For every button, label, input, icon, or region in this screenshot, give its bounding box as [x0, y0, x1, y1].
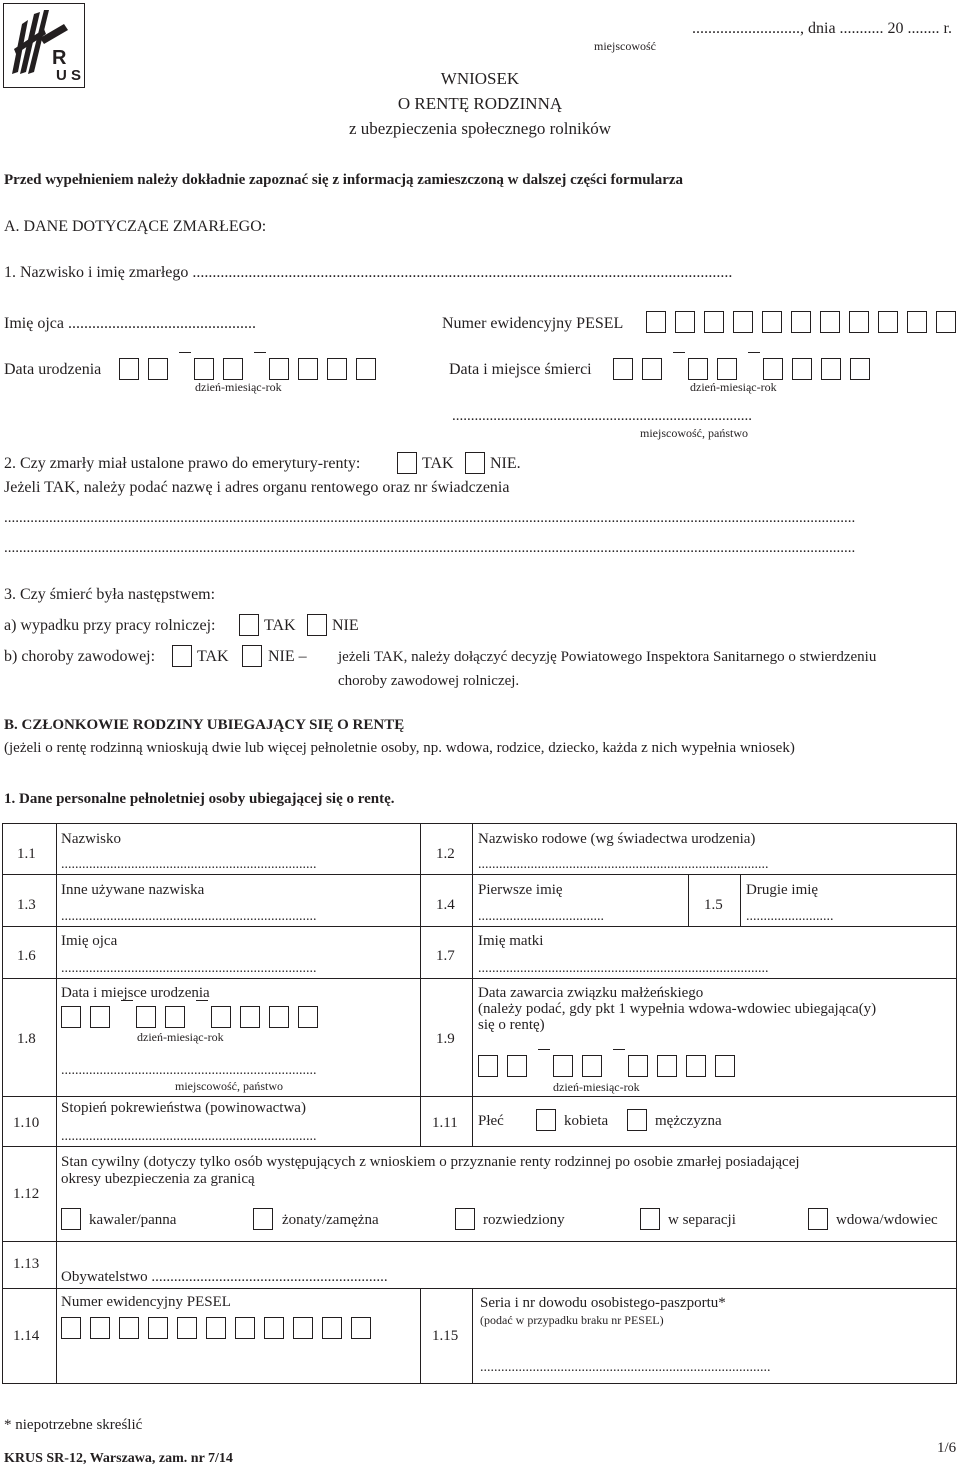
father-name-label: Imię ojca — [61, 933, 118, 949]
digit-box[interactable] — [675, 311, 695, 333]
q3-text: 3. Czy śmierć była następstwem: — [4, 586, 216, 603]
digit-box[interactable] — [688, 358, 708, 380]
q3b-note-1: jeżeli TAK, należy dołączyć decyzję Powiatowego Inspektora Sanitarnego o stwierdzeniu — [338, 649, 877, 665]
q3b-note-2: choroby zawodowej rolniczej. — [338, 673, 520, 689]
q2-nie-checkbox[interactable] — [465, 452, 485, 474]
section-b-heading: B. CZŁONKOWIE RODZINY UBIEGAJĄCY SIĘ O RENTĘ — [4, 717, 405, 733]
digit-box[interactable] — [61, 1317, 81, 1339]
q2-text: 2. Czy zmarły miał ustalone prawo do emerytury-renty: — [4, 455, 361, 472]
q3a-nie-checkbox[interactable] — [307, 614, 327, 636]
q3b-tak-checkbox[interactable] — [172, 645, 192, 667]
num-1-6: 1.6 — [17, 948, 36, 964]
digit-box[interactable] — [269, 1006, 289, 1028]
divorced-checkbox[interactable] — [455, 1208, 475, 1230]
num-1-15: 1.15 — [432, 1328, 459, 1344]
digit-box[interactable] — [194, 358, 214, 380]
digit-box[interactable] — [733, 311, 753, 333]
digit-box[interactable] — [907, 311, 927, 333]
digit-box[interactable] — [582, 1055, 602, 1077]
num-1-1: 1.1 — [17, 846, 36, 862]
maiden-name-label: Nazwisko rodowe (wg świadectwa urodzenia) — [478, 831, 756, 847]
num-1-9: 1.9 — [436, 1031, 455, 1047]
digit-box[interactable] — [327, 358, 347, 380]
mother-name-field[interactable]: ................................................................................... — [478, 961, 769, 976]
death-place-field[interactable]: ................................................................................ — [452, 408, 752, 424]
male-checkbox[interactable] — [627, 1109, 647, 1131]
date-hint: dzień-miesiąc-rok — [690, 380, 777, 394]
q3a-text: a) wypadku przy pracy rolniczej: — [4, 617, 216, 634]
dob-label: Data urodzenia — [4, 361, 102, 378]
place-date-line[interactable]: ..........................., dnia ........... 20 ........ r. — [692, 20, 952, 37]
sex-label: Płeć — [478, 1113, 504, 1129]
first-name-label: Pierwsze imię — [478, 882, 563, 898]
father-name-field[interactable]: ......................................................................... — [61, 961, 317, 976]
q2-tak-checkbox[interactable] — [397, 452, 417, 474]
place-label: miejscowość — [594, 39, 656, 53]
form-title-3: z ubezpieczenia społecznego rolników — [349, 119, 611, 138]
digit-box[interactable] — [657, 1055, 677, 1077]
digit-box[interactable] — [820, 311, 840, 333]
second-name-label: Drugie imię — [746, 882, 819, 898]
widowed-checkbox[interactable] — [808, 1208, 828, 1230]
digit-box[interactable] — [792, 358, 812, 380]
single-checkbox[interactable] — [61, 1208, 81, 1230]
digit-box[interactable] — [90, 1006, 110, 1028]
marriage-note-2: się o rentę) — [478, 1017, 545, 1033]
digit-box[interactable] — [628, 1055, 648, 1077]
q3b-nie-label: NIE – — [268, 648, 307, 665]
date-separator — [196, 1000, 208, 1001]
pesel-label: Numer ewidencyjny PESEL — [442, 315, 624, 332]
digit-box[interactable] — [61, 1006, 81, 1028]
digit-box[interactable] — [613, 358, 633, 380]
separated-checkbox[interactable] — [640, 1208, 660, 1230]
digit-box[interactable] — [704, 311, 724, 333]
place-hint: miejscowość, państwo — [175, 1079, 283, 1093]
female-checkbox[interactable] — [536, 1109, 556, 1131]
q3a-tak-label: TAK — [264, 617, 296, 634]
digit-box[interactable] — [821, 358, 841, 380]
q3a-tak-checkbox[interactable] — [239, 614, 259, 636]
date-hint: dzień-miesiąc-rok — [195, 380, 282, 394]
birth-label: Data i miejsce urodzenia — [61, 985, 210, 1001]
digit-box[interactable] — [356, 358, 376, 380]
digit-box[interactable] — [762, 311, 782, 333]
q3b-tak-label: TAK — [197, 648, 229, 665]
digit-box[interactable] — [298, 358, 318, 380]
footnote: * niepotrzebne skreślić — [4, 1417, 143, 1433]
digit-box[interactable] — [235, 1317, 255, 1339]
second-name-field[interactable]: ......................... — [746, 909, 834, 924]
marriage-label: Data zawarcia związku małżeńskiego — [478, 985, 704, 1001]
digit-box[interactable] — [293, 1317, 313, 1339]
married-checkbox[interactable] — [253, 1208, 273, 1230]
id-doc-label: Seria i nr dowodu osobistego-paszportu* — [480, 1295, 726, 1311]
digit-box[interactable] — [119, 358, 139, 380]
num-1-12: 1.12 — [13, 1186, 40, 1202]
digit-box[interactable] — [264, 1317, 284, 1339]
digit-box[interactable] — [240, 1006, 260, 1028]
date-hint: dzień-miesiąc-rok — [553, 1080, 640, 1094]
q2-note: Jeżeli TAK, należy podać nazwę i adres organu rentowego oraz nr świadczenia — [4, 479, 510, 496]
other-names-label: Inne używane nazwiska — [61, 882, 205, 898]
num-1-4: 1.4 — [436, 897, 455, 913]
digit-box[interactable] — [849, 311, 869, 333]
civil-status-label-2: okresy ubezpieczenia za granicą — [61, 1171, 255, 1187]
digit-box[interactable] — [269, 358, 289, 380]
date-separator — [121, 1000, 133, 1001]
deceased-name-field[interactable]: 1. Nazwisko i imię zmarłego ....................................................................................................................................... — [4, 264, 733, 281]
q3b-nie-checkbox[interactable] — [242, 645, 262, 667]
digit-box[interactable] — [717, 358, 737, 380]
q2-tak-label: TAK — [422, 455, 454, 472]
date-separator — [538, 1049, 550, 1050]
digit-box[interactable] — [763, 358, 783, 380]
separated-label: w separacji — [668, 1212, 736, 1228]
relation-label: Stopień pokrewieństwa (powinowactwa) — [61, 1100, 306, 1116]
digit-box[interactable] — [646, 311, 666, 333]
section-a-heading: A. DANE DOTYCZĄCE ZMARŁEGO: — [4, 218, 267, 235]
digit-box[interactable] — [148, 1317, 168, 1339]
first-name-field[interactable]: .................................... — [478, 909, 604, 924]
digit-box[interactable] — [642, 358, 662, 380]
divorced-label: rozwiedziony — [483, 1212, 565, 1228]
q3a-nie-label: NIE — [332, 617, 359, 634]
single-label: kawaler/panna — [89, 1212, 177, 1228]
digit-box[interactable] — [165, 1006, 185, 1028]
id-doc-note: (podać w przypadku braku nr PESEL) — [480, 1313, 664, 1327]
digit-box[interactable] — [136, 1006, 156, 1028]
num-1-14: 1.14 — [13, 1328, 40, 1344]
date-separator — [179, 352, 191, 353]
male-label: mężczyzna — [655, 1113, 722, 1129]
surname-field[interactable]: ......................................................................... — [61, 857, 317, 872]
surname-label: Nazwisko — [61, 831, 121, 847]
num-1-10: 1.10 — [13, 1115, 40, 1131]
digit-box[interactable] — [223, 358, 243, 380]
q3b-text: b) choroby zawodowej: — [4, 648, 156, 665]
form-code: KRUS SR-12, Warszawa, zam. nr 7/14 — [4, 1451, 233, 1466]
num-1-13: 1.13 — [13, 1256, 40, 1272]
krus-emblem-icon — [4, 4, 83, 86]
svg-text:U S: U S — [56, 67, 82, 84]
section-b-sub: 1. Dane personalne pełnoletniej osoby ubiegającej się o rentę. — [4, 791, 395, 807]
maiden-name-field[interactable]: ................................................................................... — [478, 857, 769, 872]
married-label: żonaty/zamężna — [282, 1212, 379, 1228]
num-1-11: 1.11 — [432, 1115, 458, 1131]
digit-box[interactable] — [119, 1317, 139, 1339]
citizenship-field[interactable]: Obywatelstwo ............................................................... — [61, 1269, 388, 1285]
deceased-father-field[interactable]: Imię ojca ............................................... — [4, 315, 256, 332]
id-doc-field[interactable]: ................................................................................... — [480, 1360, 771, 1375]
digit-box[interactable] — [322, 1317, 342, 1339]
place-hint: miejscowość, państwo — [640, 426, 748, 440]
digit-box[interactable] — [553, 1055, 573, 1077]
form-title-2: O RENTĘ RODZINNĄ — [397, 94, 563, 113]
date-separator — [613, 1049, 625, 1050]
digit-box[interactable] — [148, 358, 168, 380]
section-b-note: (jeżeli o rentę rodzinną wnioskują dwie lub więcej pełnoletnie osoby, np. wdowa, rodzice, dziecko, każda z nich wypełnia wniosek) — [4, 740, 795, 756]
mother-name-label: Imię matki — [478, 933, 544, 949]
digit-box[interactable] — [478, 1055, 498, 1077]
digit-box[interactable] — [507, 1055, 527, 1077]
civil-status-label-1: Stan cywilny (dotyczy tylko osób występujących z wnioskiem o przyznanie renty rodzinnej po osobie zmarłej posiadającej — [61, 1154, 800, 1170]
relation-field[interactable]: ......................................................................... — [61, 1129, 317, 1144]
other-names-field[interactable]: ......................................................................... — [61, 909, 317, 924]
digit-box[interactable] — [211, 1006, 231, 1028]
page-number: 1/6 — [937, 1440, 957, 1456]
digit-box[interactable] — [90, 1317, 110, 1339]
svg-text:R: R — [52, 47, 67, 69]
digit-box[interactable] — [850, 358, 870, 380]
female-label: kobieta — [564, 1113, 609, 1129]
digit-box[interactable] — [791, 311, 811, 333]
num-1-5: 1.5 — [704, 897, 723, 913]
q2-nie-label: NIE. — [490, 455, 521, 472]
date-separator — [254, 352, 266, 353]
form-title-1: WNIOSEK — [440, 69, 520, 88]
widowed-label: wdowa/wdowiec — [836, 1212, 938, 1228]
date-separator — [748, 352, 760, 353]
intro-text: Przed wypełnieniem należy dokładnie zapoznać się z informacją zamieszczoną w dalszej części formularza — [4, 172, 684, 188]
digit-box[interactable] — [878, 311, 898, 333]
digit-box[interactable] — [206, 1317, 226, 1339]
num-1-3: 1.3 — [17, 897, 36, 913]
digit-box[interactable] — [351, 1317, 371, 1339]
digit-box[interactable] — [298, 1006, 318, 1028]
num-1-8: 1.8 — [17, 1031, 36, 1047]
applicant-pesel-label: Numer ewidencyjny PESEL — [61, 1294, 231, 1310]
digit-box[interactable] — [936, 311, 956, 333]
digit-box[interactable] — [715, 1055, 735, 1077]
num-1-7: 1.7 — [436, 948, 455, 964]
birth-place-field[interactable]: ......................................................................... — [61, 1063, 317, 1078]
dod-label: Data i miejsce śmierci — [449, 361, 592, 378]
q2-answer-line-2[interactable]: ................................................................................................................................................................................................................................... — [4, 540, 856, 556]
digit-box[interactable] — [686, 1055, 706, 1077]
digit-box[interactable] — [177, 1317, 197, 1339]
date-hint: dzień-miesiąc-rok — [137, 1030, 224, 1044]
num-1-2: 1.2 — [436, 846, 455, 862]
q2-answer-line-1[interactable]: ................................................................................................................................................................................................................................... — [4, 510, 856, 526]
marriage-note-1: (należy podać, gdy pkt 1 wypełnia wdowa-wdowiec ubiegająca(y) — [478, 1001, 877, 1017]
date-separator — [673, 352, 685, 353]
krus-logo — [3, 3, 85, 88]
